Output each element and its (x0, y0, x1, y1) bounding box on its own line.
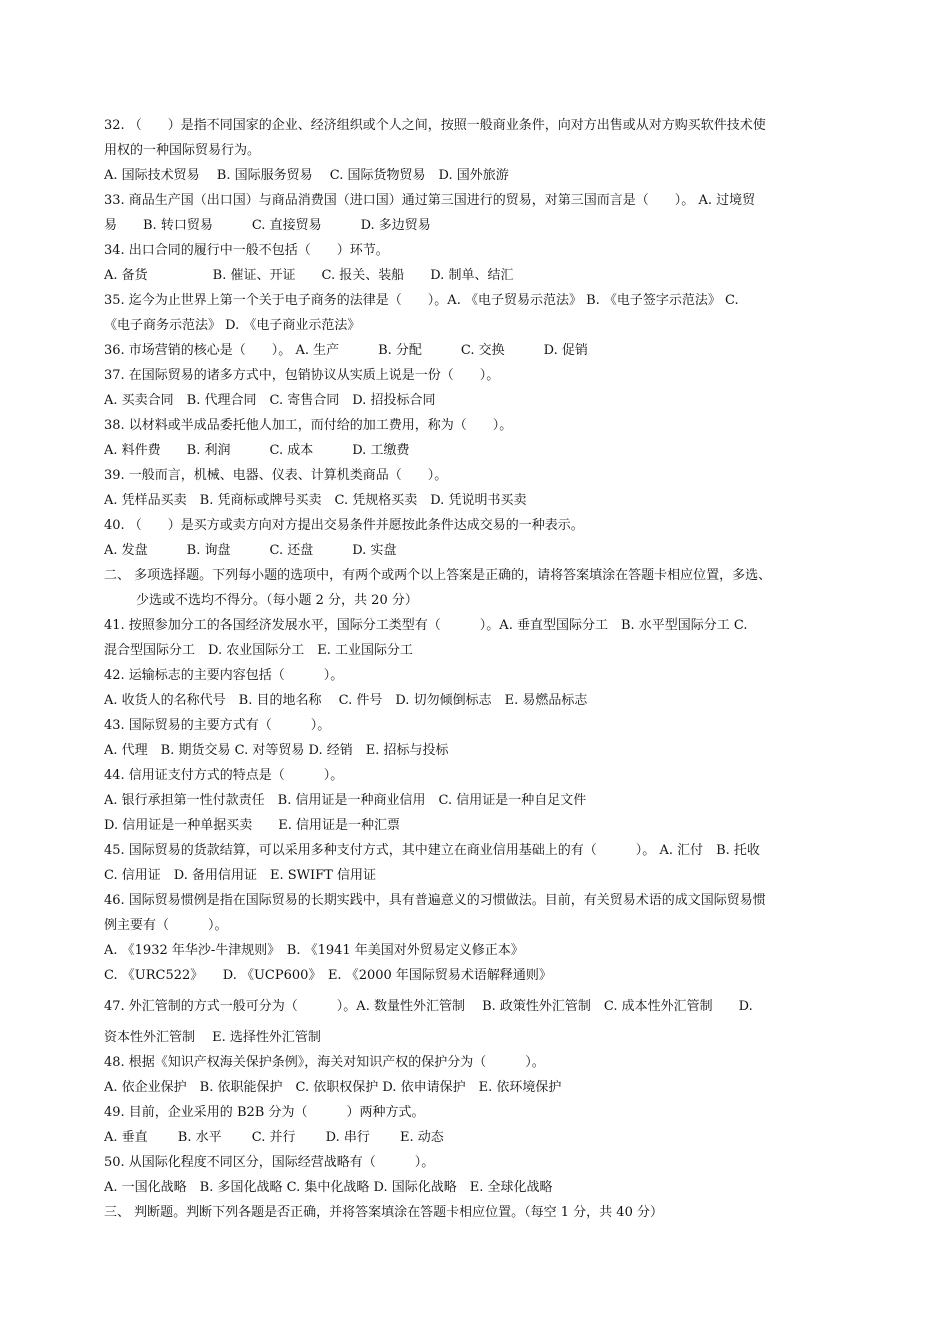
question-39-options: A. 凭样品买卖 B. 凭商标或牌号买卖 C. 凭规格买卖 D. 凭说明书买卖 (104, 493, 527, 508)
question-45-options: C. 信用证 D. 备用信用证 E. SWIFT 信用证 (104, 868, 376, 883)
section-3-heading: 三、 判断题。判断下列各题是否正确，并将答案填涂在答题卡相应位置。（每空 1 分，共 40 分） (104, 1205, 663, 1220)
question-34-options: A. 备货 B. 催证、开证 C. 报关、装船 D. 制单、结汇 (104, 268, 514, 283)
question-38-stem: 38. 以材料或半成品委托他人加工，而付给的加工费用，称为（ ）。 (104, 418, 513, 433)
section-2-heading: 二、 多项选择题。下列每小题的选项中，有两个或两个以上答案是正确的，请将答案填涂在答题卡相应位置，多选、 (104, 568, 772, 583)
question-38-options: A. 料件费 B. 利润 C. 成本 D. 工缴费 (104, 443, 410, 458)
question-37-options: A. 买卖合同 B. 代理合同 C. 寄售合同 D. 招投标合同 (104, 393, 436, 408)
question-35-options: 《电子商务示范法》 D. 《电子商业示范法》 (104, 318, 361, 333)
question-40-stem: 40. （ ）是买方或卖方向对方提出交易条件并愿按此条件达成交易的一种表示。 (104, 518, 584, 533)
question-32-stem-cont: 用权的一种国际贸易行为。 (104, 143, 261, 158)
question-46-options-2: C. 《URC522》 D. 《UCP600》 E. 《2000 年国际贸易术语解释通则》 (104, 968, 552, 983)
question-40-options: A. 发盘 B. 询盘 C. 还盘 D. 实盘 (104, 543, 397, 558)
question-32-stem: 32. （ ）是指不同国家的企业、经济组织或个人之间，按照一般商业条件，向对方出售或从对方购买软件技术使 (104, 118, 766, 133)
question-43-stem: 43. 国际贸易的主要方式有（ ）。 (104, 718, 331, 733)
question-33-stem: 33. 商品生产国（出口国）与商品消费国（进口国）通过第三国进行的贸易，对第三国而言是（ ）。 A. 过境贸 (104, 193, 756, 208)
question-43-options: A. 代理 B. 期货交易 C. 对等贸易 D. 经销 E. 招标与投标 (104, 743, 449, 758)
question-49-stem: 49. 目前，企业采用的 B2B 分为（ ）两种方式。 (104, 1105, 425, 1120)
question-47-stem: 47. 外汇管制的方式一般可分为（ ）。A. 数量性外汇管制 B. 政策性外汇管制 C. 成本性外汇管制 D. (104, 999, 753, 1014)
question-39-stem: 39. 一般而言，机械、电器、仪表、计算机类商品（ ）。 (104, 468, 448, 483)
question-36: 36. 市场营销的核心是（ ）。 A. 生产 B. 分配 C. 交换 D. 促销 (104, 343, 588, 358)
question-37-stem: 37. 在国际贸易的诸多方式中，包销协议从实质上说是一份（ ）。 (104, 368, 500, 383)
question-50-options: A. 一国化战略 B. 多国化战略 C. 集中化战略 D. 国际化战略 E. 全球化战略 (104, 1180, 553, 1195)
question-35-stem: 35. 迄今为止世界上第一个关于电子商务的法律是（ ）。A. 《电子贸易示范法》 B. 《电子签字示范法》 C. (104, 293, 739, 308)
question-44-options-1: A. 银行承担第一性付款责任 B. 信用证是一种商业信用 C. 信用证是一种自足文件 (104, 793, 587, 808)
question-47-options: 资本性外汇管制 E. 选择性外汇管制 (104, 1030, 321, 1045)
question-34-stem: 34. 出口合同的履行中一般不包括（ ）环节。 (104, 243, 389, 258)
question-44-stem: 44. 信用证支付方式的特点是（ ）。 (104, 768, 344, 783)
question-48-options: A. 依企业保护 B. 依职能保护 C. 依职权保护 D. 依申请保护 E. 依环境保护 (104, 1080, 562, 1095)
question-46-stem: 46. 国际贸易惯例是指在国际贸易的长期实践中，具有普遍意义的习惯做法。目前，有关贸易术语的成文国际贸易惯 (104, 893, 766, 908)
question-41-stem: 41. 按照参加分工的各国经济发展水平，国际分工类型有（ ）。A. 垂直型国际分工 B. 水平型国际分工 C. (104, 618, 748, 633)
question-45-stem: 45. 国际贸易的货款结算，可以采用多种支付方式，其中建立在商业信用基础上的有（ ）。 A. 汇付 B. 托收 (104, 843, 760, 858)
question-32-options: A. 国际技术贸易 B. 国际服务贸易 C. 国际货物贸易 D. 国外旅游 (104, 168, 509, 183)
question-33-options: 易 B. 转口贸易 C. 直接贸易 D. 多边贸易 (104, 218, 431, 233)
question-42-stem: 42. 运输标志的主要内容包括（ ）。 (104, 668, 344, 683)
question-42-options: A. 收货人的名称代号 B. 目的地名称 C. 件号 D. 切勿倾倒标志 E. 易燃品标志 (104, 693, 588, 708)
question-49-options: A. 垂直 B. 水平 C. 并行 D. 串行 E. 动态 (104, 1130, 444, 1145)
section-2-heading-cont: 少选或不选均不得分。（每小题 2 分，共 20 分） (136, 593, 418, 608)
question-41-options: 混合型国际分工 D. 农业国际分工 E. 工业国际分工 (104, 643, 413, 658)
question-46-stem-cont: 例主要有（ ）。 (104, 918, 228, 933)
question-44-options-2: D. 信用证是一种单据买卖 E. 信用证是一种汇票 (104, 818, 400, 833)
question-46-options-1: A. 《1932 年华沙-牛津规则》 B. 《1941 年美国对外贸易定义修正本》 (104, 943, 524, 958)
question-48-stem: 48. 根据《知识产权海关保护条例》，海关对知识产权的保护分为（ ）。 (104, 1055, 545, 1070)
question-50-stem: 50. 从国际化程度不同区分，国际经营战略有（ ）。 (104, 1155, 435, 1170)
